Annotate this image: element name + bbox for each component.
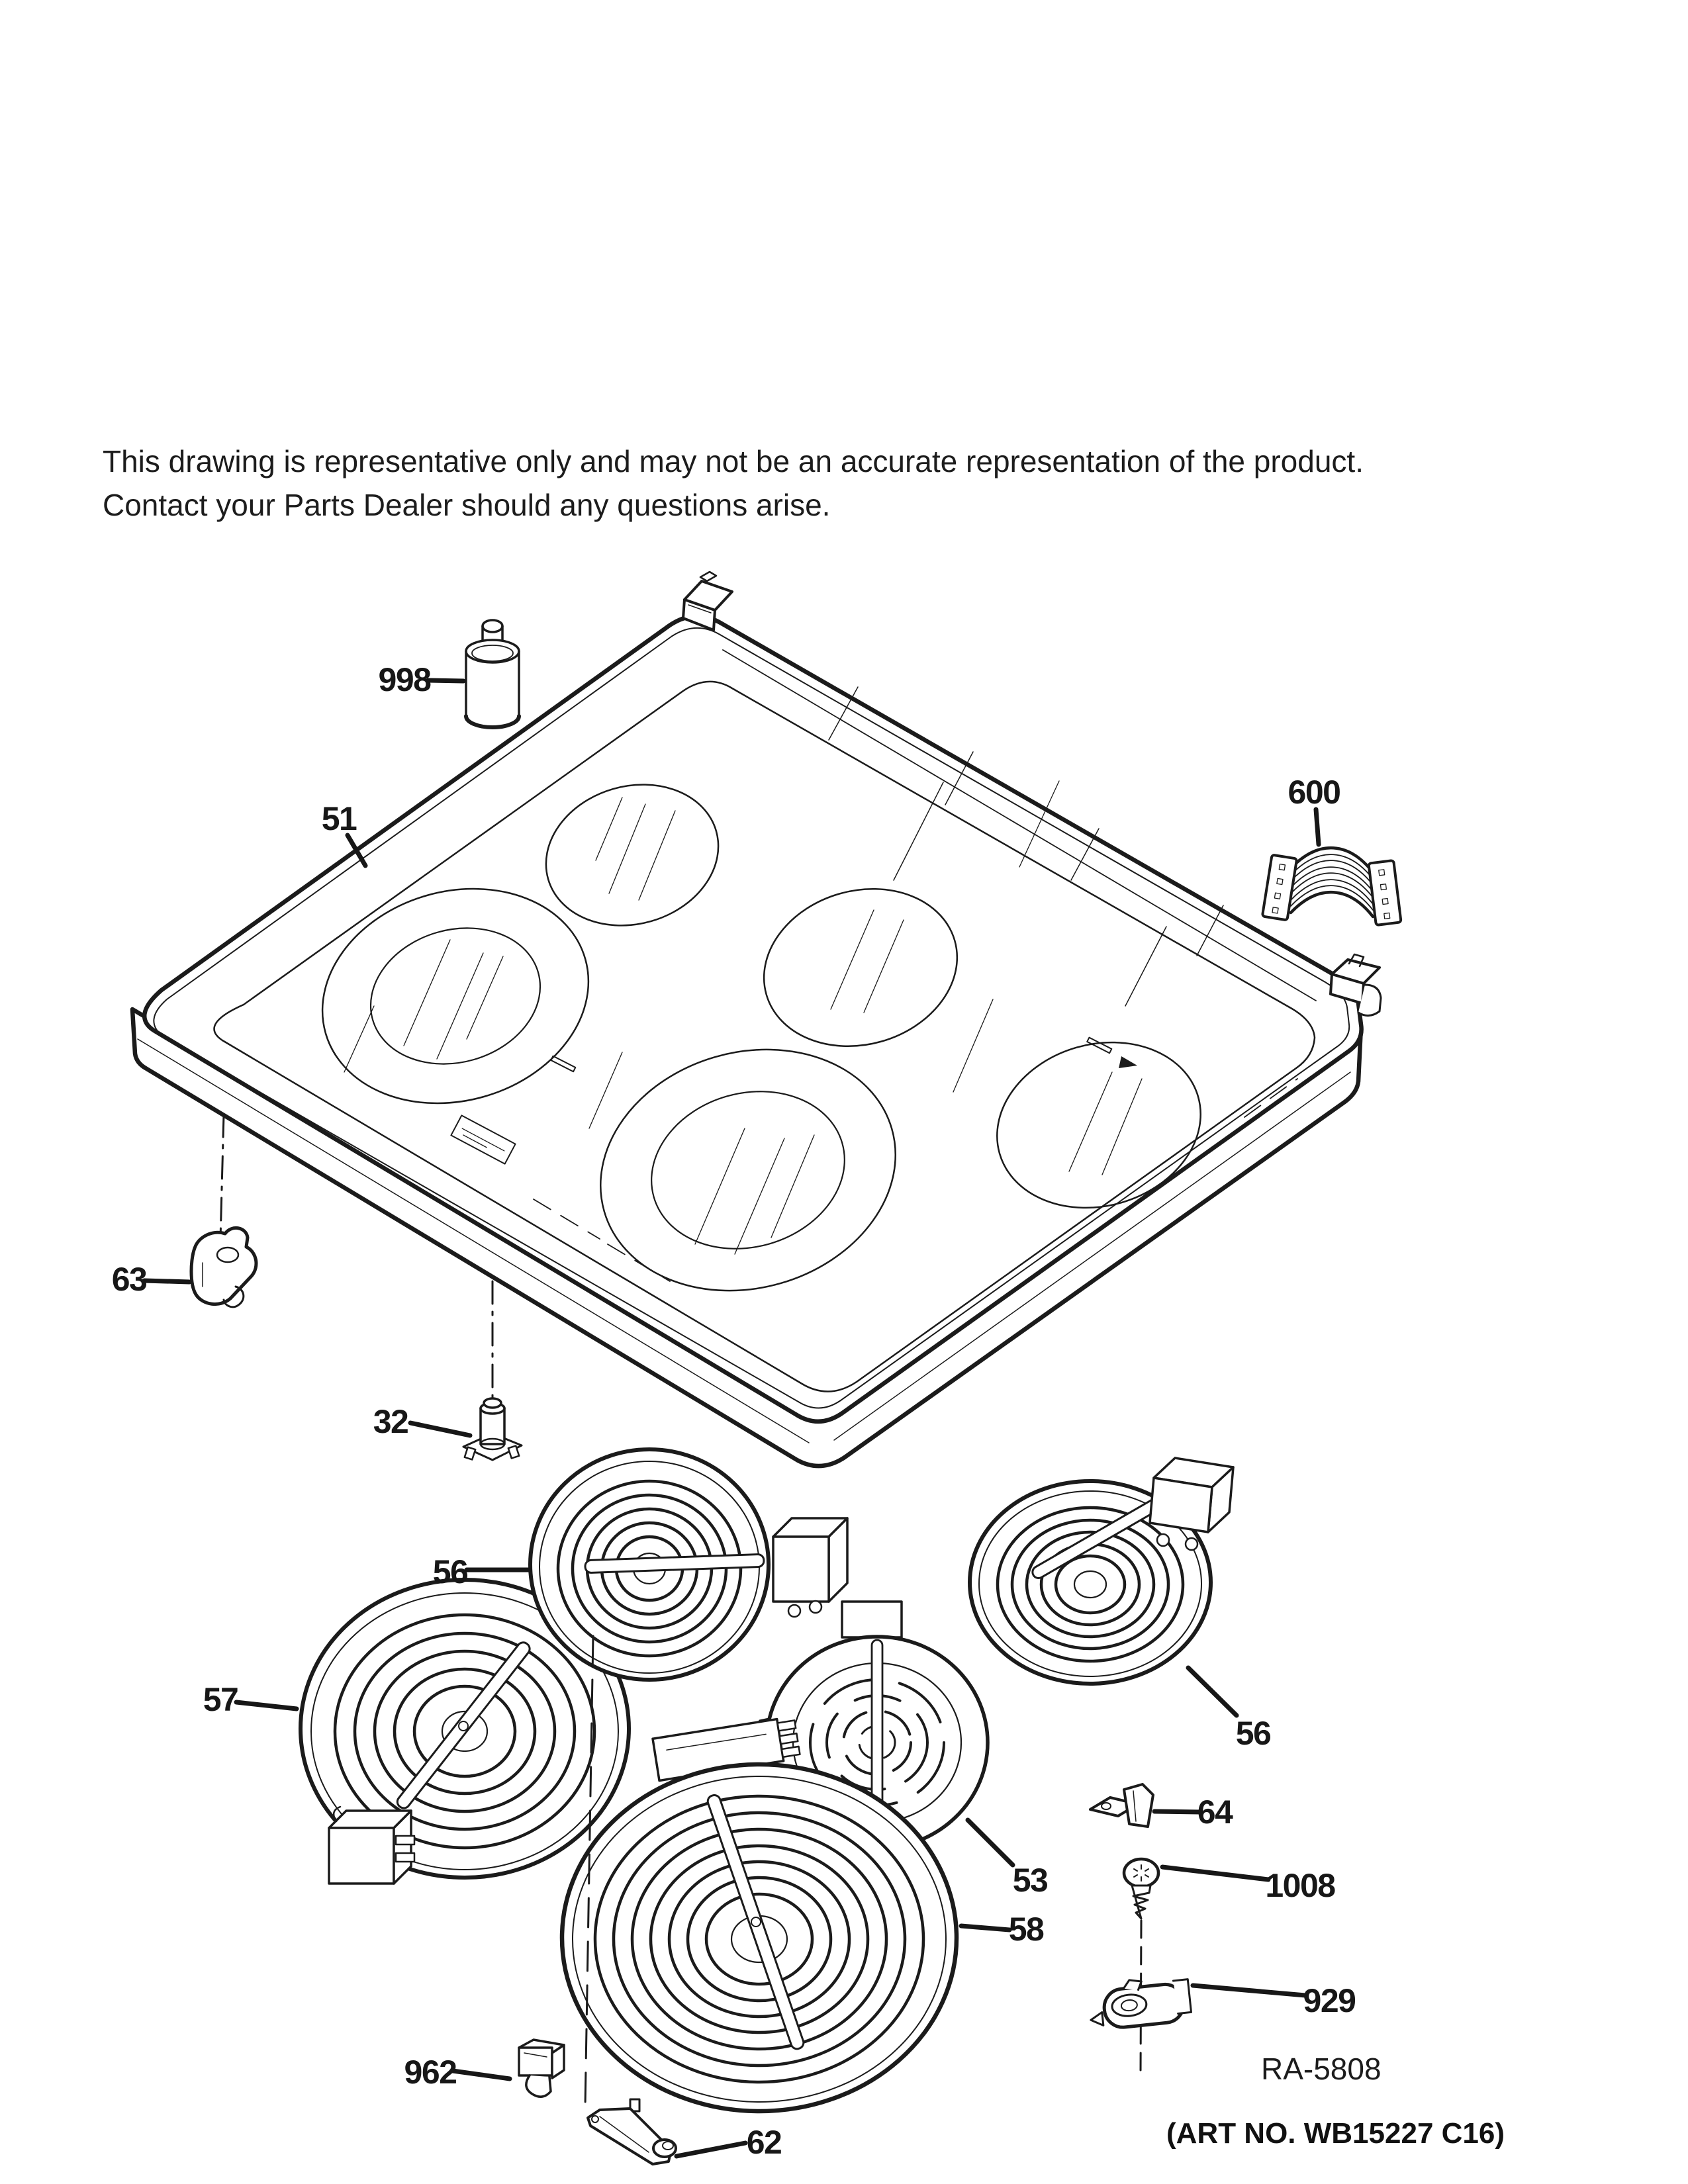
disclaimer-line-2: Contact your Parts Dealer should any questions arise. bbox=[103, 488, 831, 522]
element-57-terminal bbox=[329, 1807, 414, 1884]
drawing-reference: RA-5808 bbox=[1261, 2052, 1382, 2086]
element-53-tab bbox=[842, 1602, 902, 1637]
art-number: (ART NO. WB15227 C16) bbox=[1166, 2117, 1505, 2150]
part-label-962-clip-front-left: 962 bbox=[404, 2054, 457, 2091]
part-label-56-surface-element-right: 56 bbox=[1235, 1715, 1271, 1752]
leader-line-63-retainer-clip-left bbox=[144, 1281, 189, 1282]
part-label-62-bracket-front: 62 bbox=[746, 2124, 782, 2161]
leader-line-600-ribbon-cable bbox=[1316, 809, 1319, 844]
part-label-64-limiter-clip: 64 bbox=[1197, 1794, 1233, 1831]
leader-line-998-standoff-cylinder bbox=[428, 680, 463, 681]
disclaimer-line-1: This drawing is representative only and may not be an accurate representation of the product. bbox=[103, 444, 1364, 478]
part-label-63-retainer-clip-left: 63 bbox=[111, 1261, 147, 1298]
part-label-56-surface-element-left: 56 bbox=[432, 1553, 468, 1590]
part-label-51-glass-cooktop: 51 bbox=[321, 800, 357, 837]
part-label-929-grommet-clip: 929 bbox=[1303, 1982, 1356, 2019]
part-label-53-surface-element-center: 53 bbox=[1012, 1862, 1048, 1899]
part-label-1008-screw: 1008 bbox=[1265, 1867, 1335, 1904]
part-label-57-surface-element-large-left: 57 bbox=[203, 1681, 238, 1718]
part-label-58-surface-element-front: 58 bbox=[1008, 1911, 1044, 1948]
leader-line-64-limiter-clip bbox=[1154, 1811, 1200, 1812]
part-label-600-ribbon-cable: 600 bbox=[1288, 774, 1340, 811]
part-label-998-standoff-cylinder: 998 bbox=[378, 661, 431, 698]
part-label-32-spacer: 32 bbox=[373, 1403, 408, 1440]
